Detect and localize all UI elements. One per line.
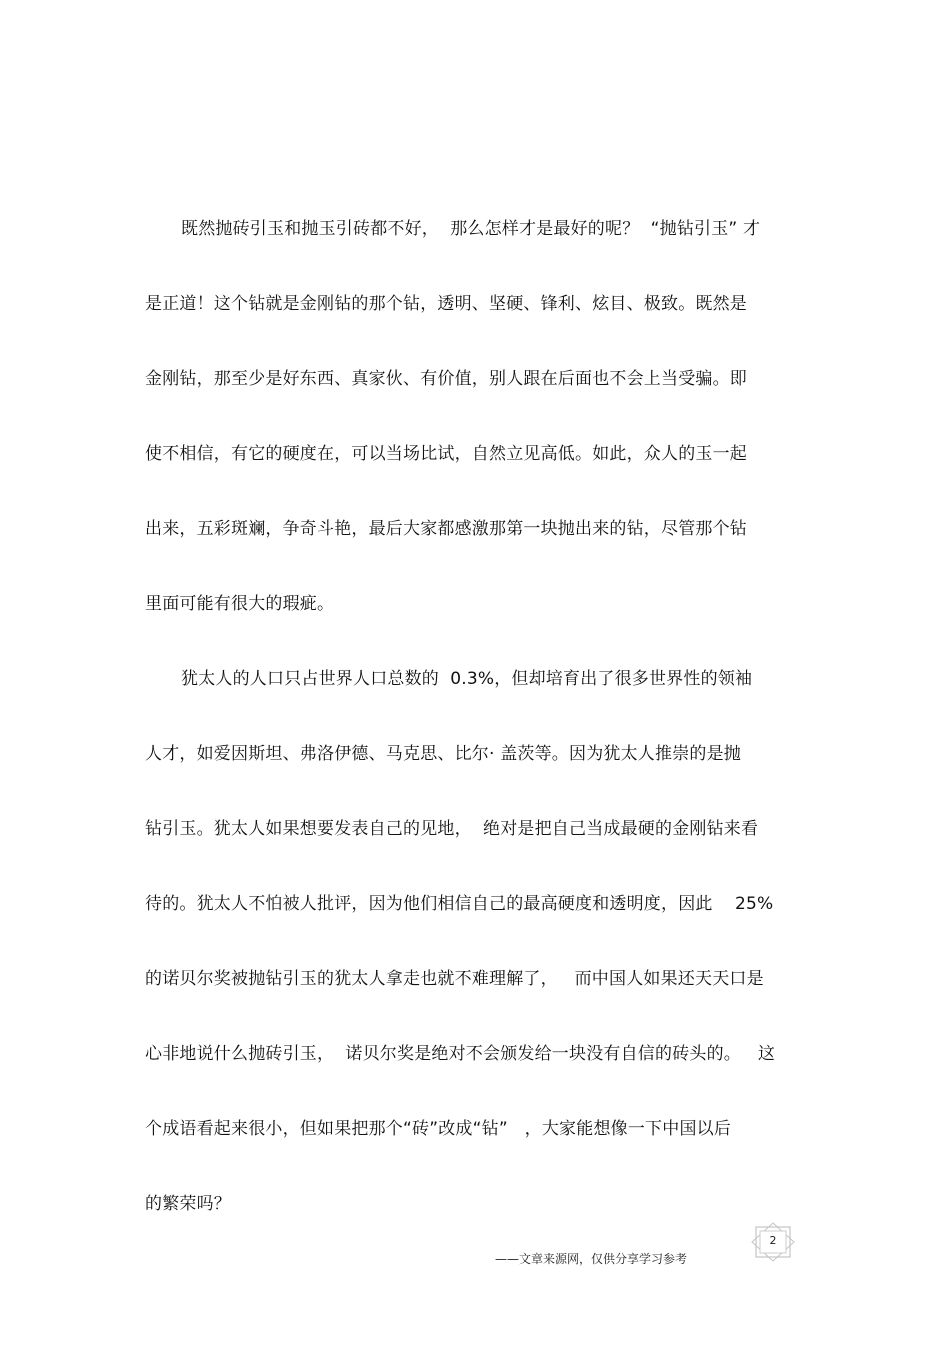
paragraph-2-line-5: 的诺贝尔奖被抛钻引玉的犹太人拿走也就不难理解了， 而中国人如果还天天口是 [145, 969, 764, 989]
paragraph-1-line-5: 出来，五彩斑斓，争奇斗艳，最后大家都感激那第一块抛出来的钻，尽管那个钻 [145, 519, 747, 539]
paragraph-2-line-3: 钻引玉。犹太人如果想要发表自己的见地， 绝对是把自己当成最硬的金刚钻来看 [145, 819, 759, 839]
paragraph-2-line-1: 犹太人的人口只占世界人口总数的 0.3%，但却培育出了很多世界性的领袖 [181, 669, 753, 689]
page-number: 2 [769, 1234, 777, 1247]
paragraph-2-line-4: 待的。犹太人不怕被人批评，因为他们相信自己的最高硬度和透明度，因此 25% [145, 894, 774, 914]
paragraph-2-line-7: 个成语看起来很小，但如果把那个“砖”改成“钻” ，大家能想像一下中国以后 [145, 1119, 732, 1139]
paragraph-2-line-8: 的繁荣吗？ [145, 1194, 231, 1214]
paragraph-2-line-6: 心非地说什么抛砖引玉， 诺贝尔奖是绝对不会颁发给一块没有自信的砖头的。 这 [145, 1044, 776, 1064]
paragraph-1-line-3: 金刚钻，那至少是好东西、真家伙、有价值，别人跟在后面也不会上当受骗。即 [145, 369, 747, 389]
paragraph-1-line-2: 是正道！这个钻就是金刚钻的那个钻，透明、坚硬、锋利、炫目、极致。既然是 [145, 294, 747, 314]
paragraph-1-line-1: 既然抛砖引玉和抛玉引砖都不好， 那么怎样才是最好的呢？ “抛钻引玉” 才 [181, 219, 761, 239]
paragraph-2-line-2: 人才，如爱因斯坦、弗洛伊德、马克思、比尔· 盖茨等。因为犹太人推崇的是抛 [145, 744, 742, 764]
footer-source-note: ——文章来源网，仅供分享学习参考 [495, 1252, 688, 1266]
paragraph-1-line-6: 里面可能有很大的瑕疵。 [145, 594, 335, 614]
page-number-badge [750, 1222, 796, 1262]
paragraph-1-line-4: 使不相信，有它的硬度在，可以当场比试，自然立见高低。如此，众人的玉一起 [145, 444, 747, 464]
